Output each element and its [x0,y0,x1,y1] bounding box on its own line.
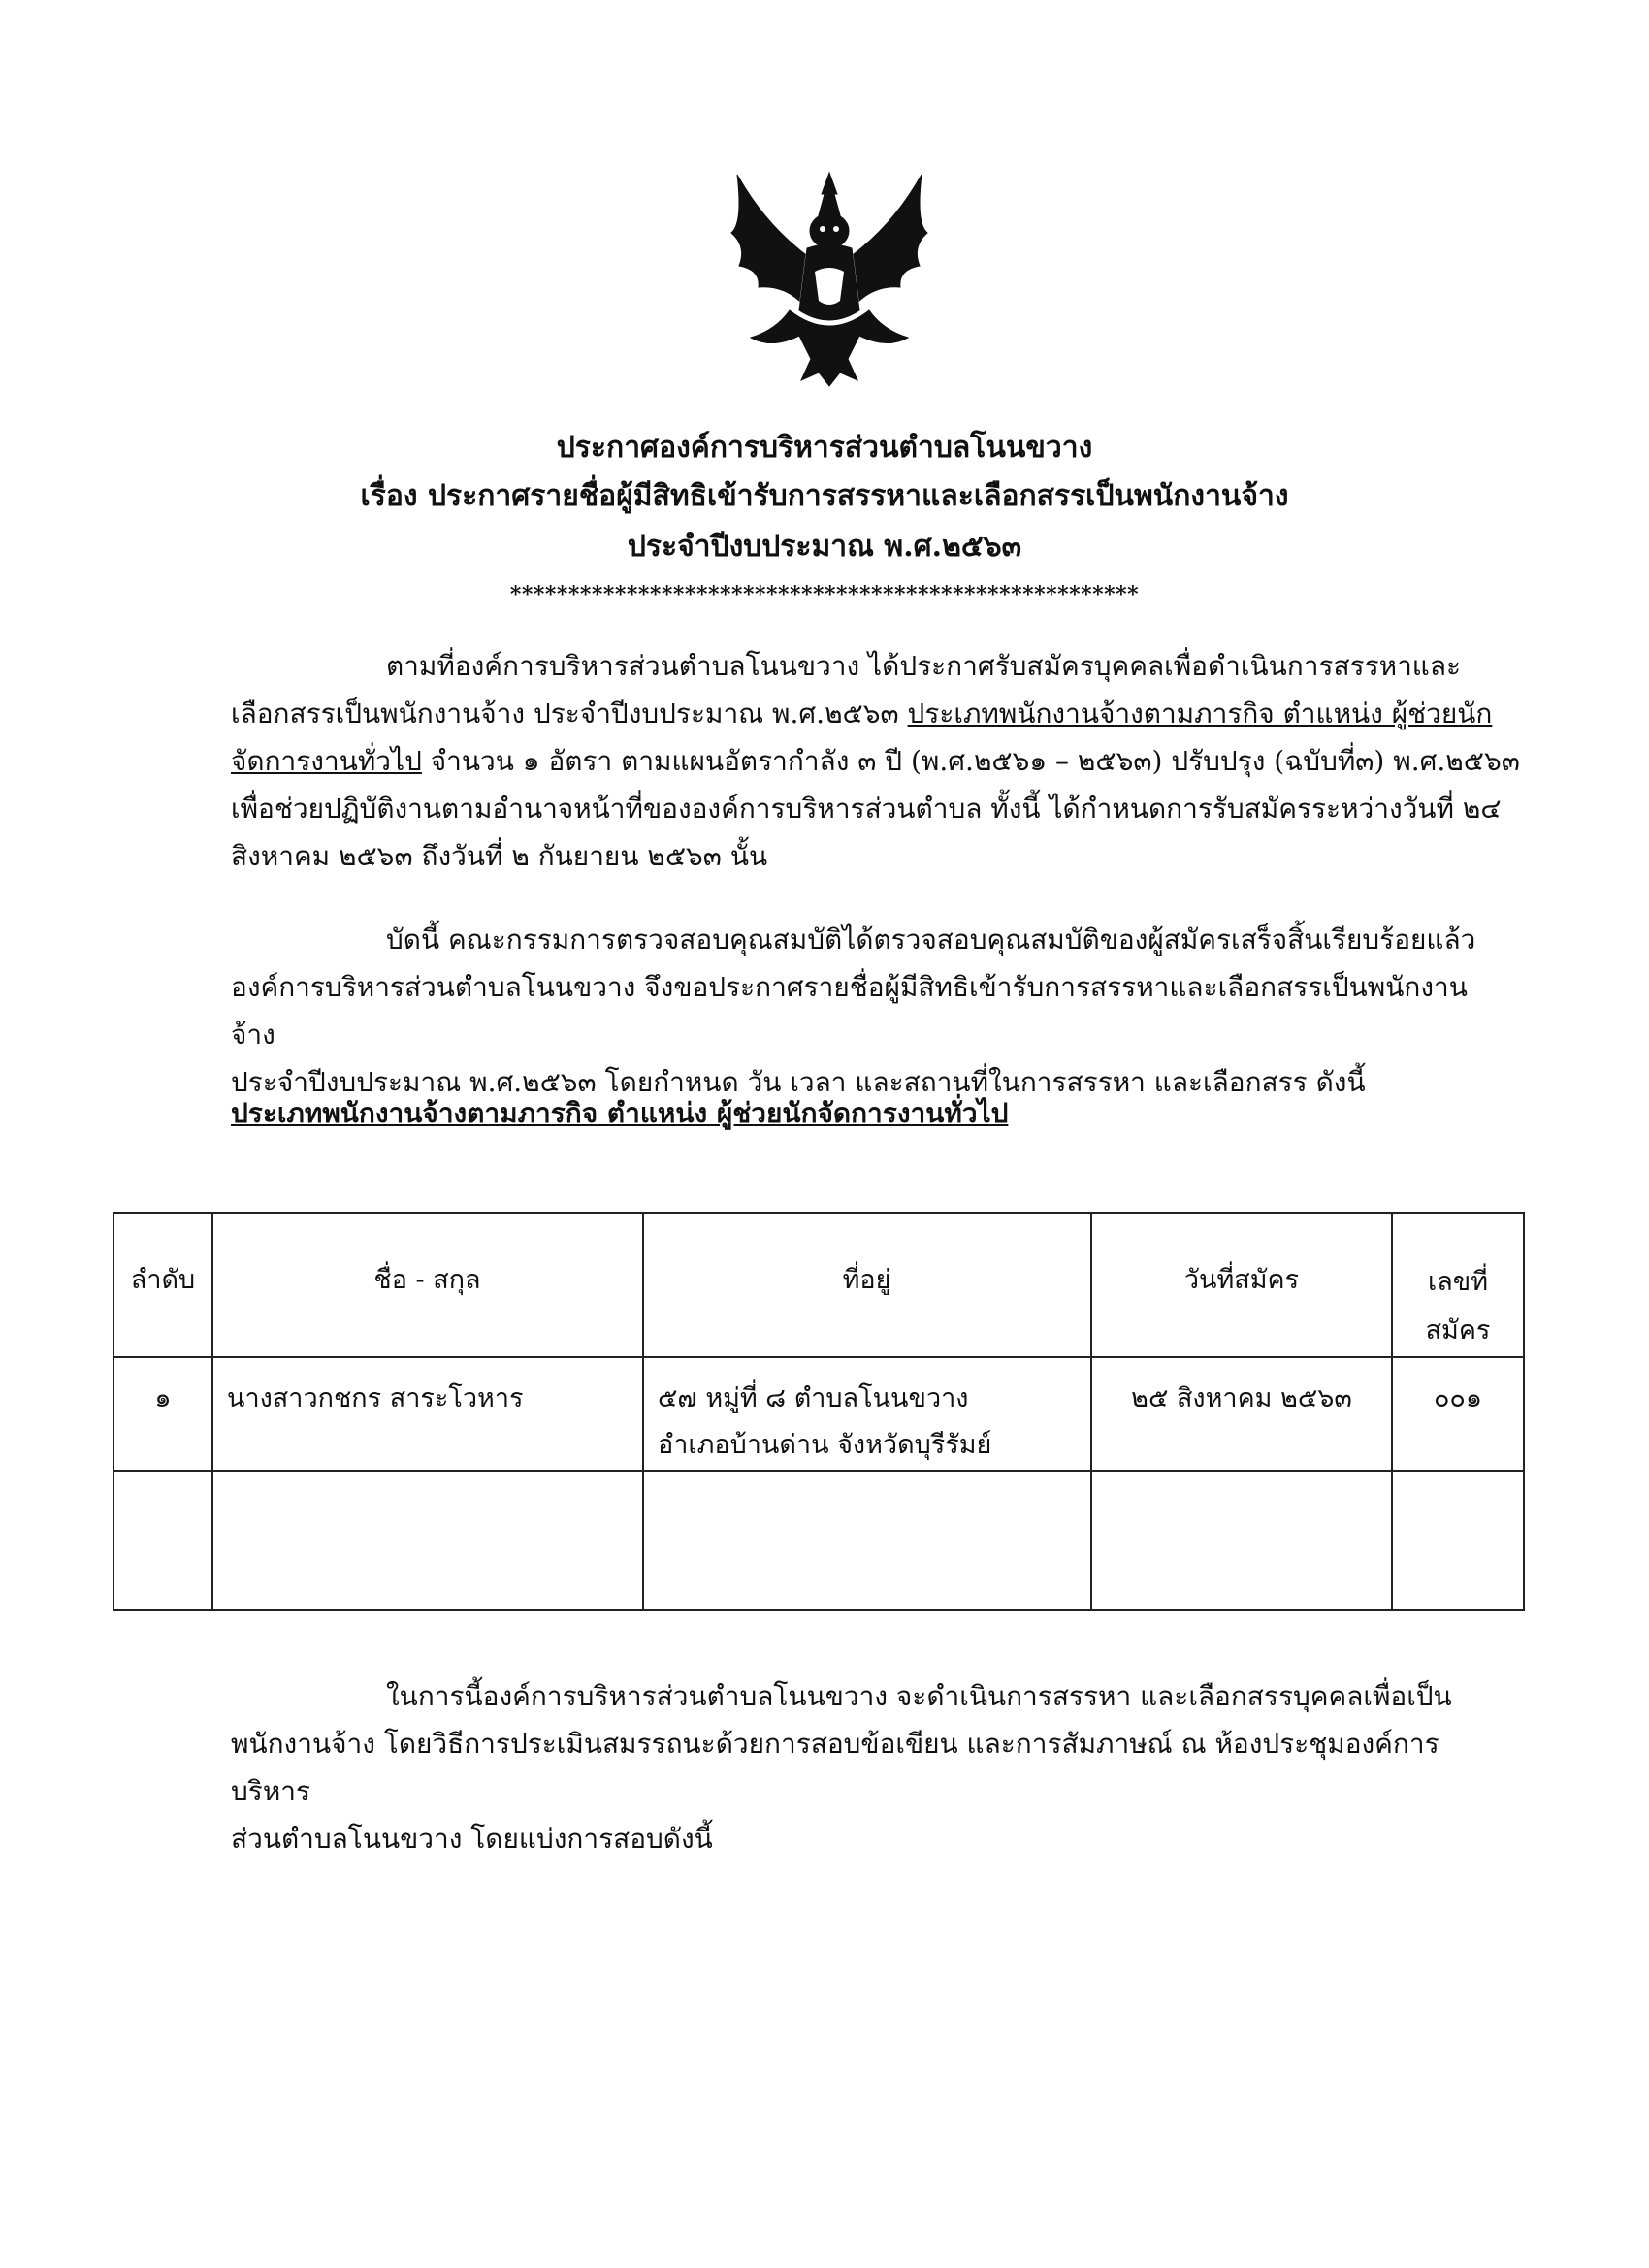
paragraph-exam-method [231,1672,1511,1863]
cell-empty [113,1471,212,1610]
paragraph-line: ในการนี้องค์การบริหารส่วนตำบลโนนขวาง จะดำเนินการสรรหา และเลือกสรรบุคคลเพื่อเป็น [386,1680,1452,1712]
separator-line: ****************************************************** [509,582,1140,607]
header-application-id [1392,1213,1524,1357]
cell-date: ๒๕ สิงหาคม ๒๕๖๓ [1091,1357,1392,1471]
cell-address [643,1357,1091,1471]
cell-no: ๑ [113,1357,212,1471]
cell-application-id: ๐๐๑ [1392,1357,1524,1471]
paragraph-line: บัดนี้ คณะกรรมการตรวจสอบคุณสมบัติได้ตรวจสอบคุณสมบัติของผู้สมัครเสร็จสิ้นเรียบร้อยแล้ว [386,923,1476,956]
header-id-line2: สมัคร [1425,1315,1491,1345]
header-date: วันที่สมัคร [1091,1213,1392,1357]
paragraph-line: ตามที่องค์การบริหารส่วนตำบลโนนขวาง ได้ประกาศรับสมัครบุคคลเพื่อดำเนินการสรรหาและ [386,650,1462,682]
header-no: ลำดับ [113,1213,212,1357]
paragraph-line: ส่วนตำบลโนนขวาง โดยแบ่งการสอบดังนี้ [231,1823,713,1855]
section-title: ประเภทพนักงานจ้างตามภารกิจ ตำแหน่ง ผู้ช่วยนักจัดการงานทั่วไป [231,1097,1009,1129]
header-name: ชื่อ - สกุล [212,1213,643,1357]
paragraph-text: เลือกสรรเป็นพนักงานจ้าง ประจำปีงบประมาณ พ.ศ.๒๕๖๓ [231,697,908,729]
address-line2: อำเภอบ้านด่าน จังหวัดบุรีรัมย์ [658,1430,992,1460]
position-type-underlined: ประเภทพนักงานจ้างตามภารกิจ ตำแหน่ง ผู้ช่วยนัก [907,697,1493,729]
announcement-subject: เรื่อง ประกาศรายชื่อผู้มีสิทธิเข้ารับการสรรหาและเลือกสรรเป็นพนักงานจ้าง [360,479,1289,513]
table-row [113,1357,1524,1471]
address-line1: ๕๗ หมู่ที่ ๘ ตำบลโนนขวาง [658,1383,969,1413]
paragraph-line [231,737,1520,785]
cell-empty [1091,1471,1392,1610]
header-address: ที่อยู่ [643,1213,1091,1357]
paragraph-line: เพื่อช่วยปฏิบัติงานตามอำนาจหน้าที่ขององค์การบริหารส่วนตำบล ทั้งนี้ ได้กำหนดการรับสมัครระหว่างวันที่ ๒๔ [231,793,1502,825]
cell-name: นางสาวกชกร สาระโวหาร [212,1357,643,1471]
cell-empty [643,1471,1091,1610]
table-header-row [113,1213,1524,1357]
paragraph-line [231,690,1511,737]
announcement-title: ประกาศองค์การบริหารส่วนตำบลโนนขวาง [556,431,1093,465]
paragraph-line: องค์การบริหารส่วนตำบลโนนขวาง จึงขอประกาศรายชื่อผู้มีสิทธิเข้ารับการสรรหาและเลือกสรรเป็นพนักงานจ้าง [231,971,1468,1051]
paragraph-line: พนักงานจ้าง โดยวิธีการประเมินสมรรถนะด้วยการสอบข้อเขียน และการสัมภาษณ์ ณ ห้องประชุมองค์การบริหาร [231,1728,1439,1807]
position-name-underlined: จัดการงานทั่วไป [231,745,422,777]
paragraph-announcement [231,916,1511,1106]
garuda-emblem-icon [718,165,941,388]
paragraph-intro [231,642,1520,880]
paragraph-text: จำนวน ๑ อัตรา ตามแผนอัตรากำลัง ๓ ปี (พ.ศ.๒๕๖๑ – ๒๕๖๓) ปรับปรุง (ฉบับที่๓) พ.ศ.๒๕๖๓ [421,745,1520,777]
paragraph-line: สิงหาคม ๒๕๖๓ ถึงวันที่ ๒ กันยายน ๒๕๖๓ นั้น [231,840,768,872]
applicant-table [113,1212,1525,1611]
table-row-empty [113,1471,1524,1610]
cell-empty [212,1471,643,1610]
header-id-line1: เลขที่ [1427,1267,1489,1297]
paragraph-line: ประจำปีงบประมาณ พ.ศ.๒๕๖๓ โดยกำหนด วัน เวลา และสถานที่ในการสรรหา และเลือกสรร ดังนี้ [231,1066,1366,1098]
announcement-fiscal-year: ประจำปีงบประมาณ พ.ศ.๒๕๖๓ [627,530,1022,564]
cell-empty [1392,1471,1524,1610]
